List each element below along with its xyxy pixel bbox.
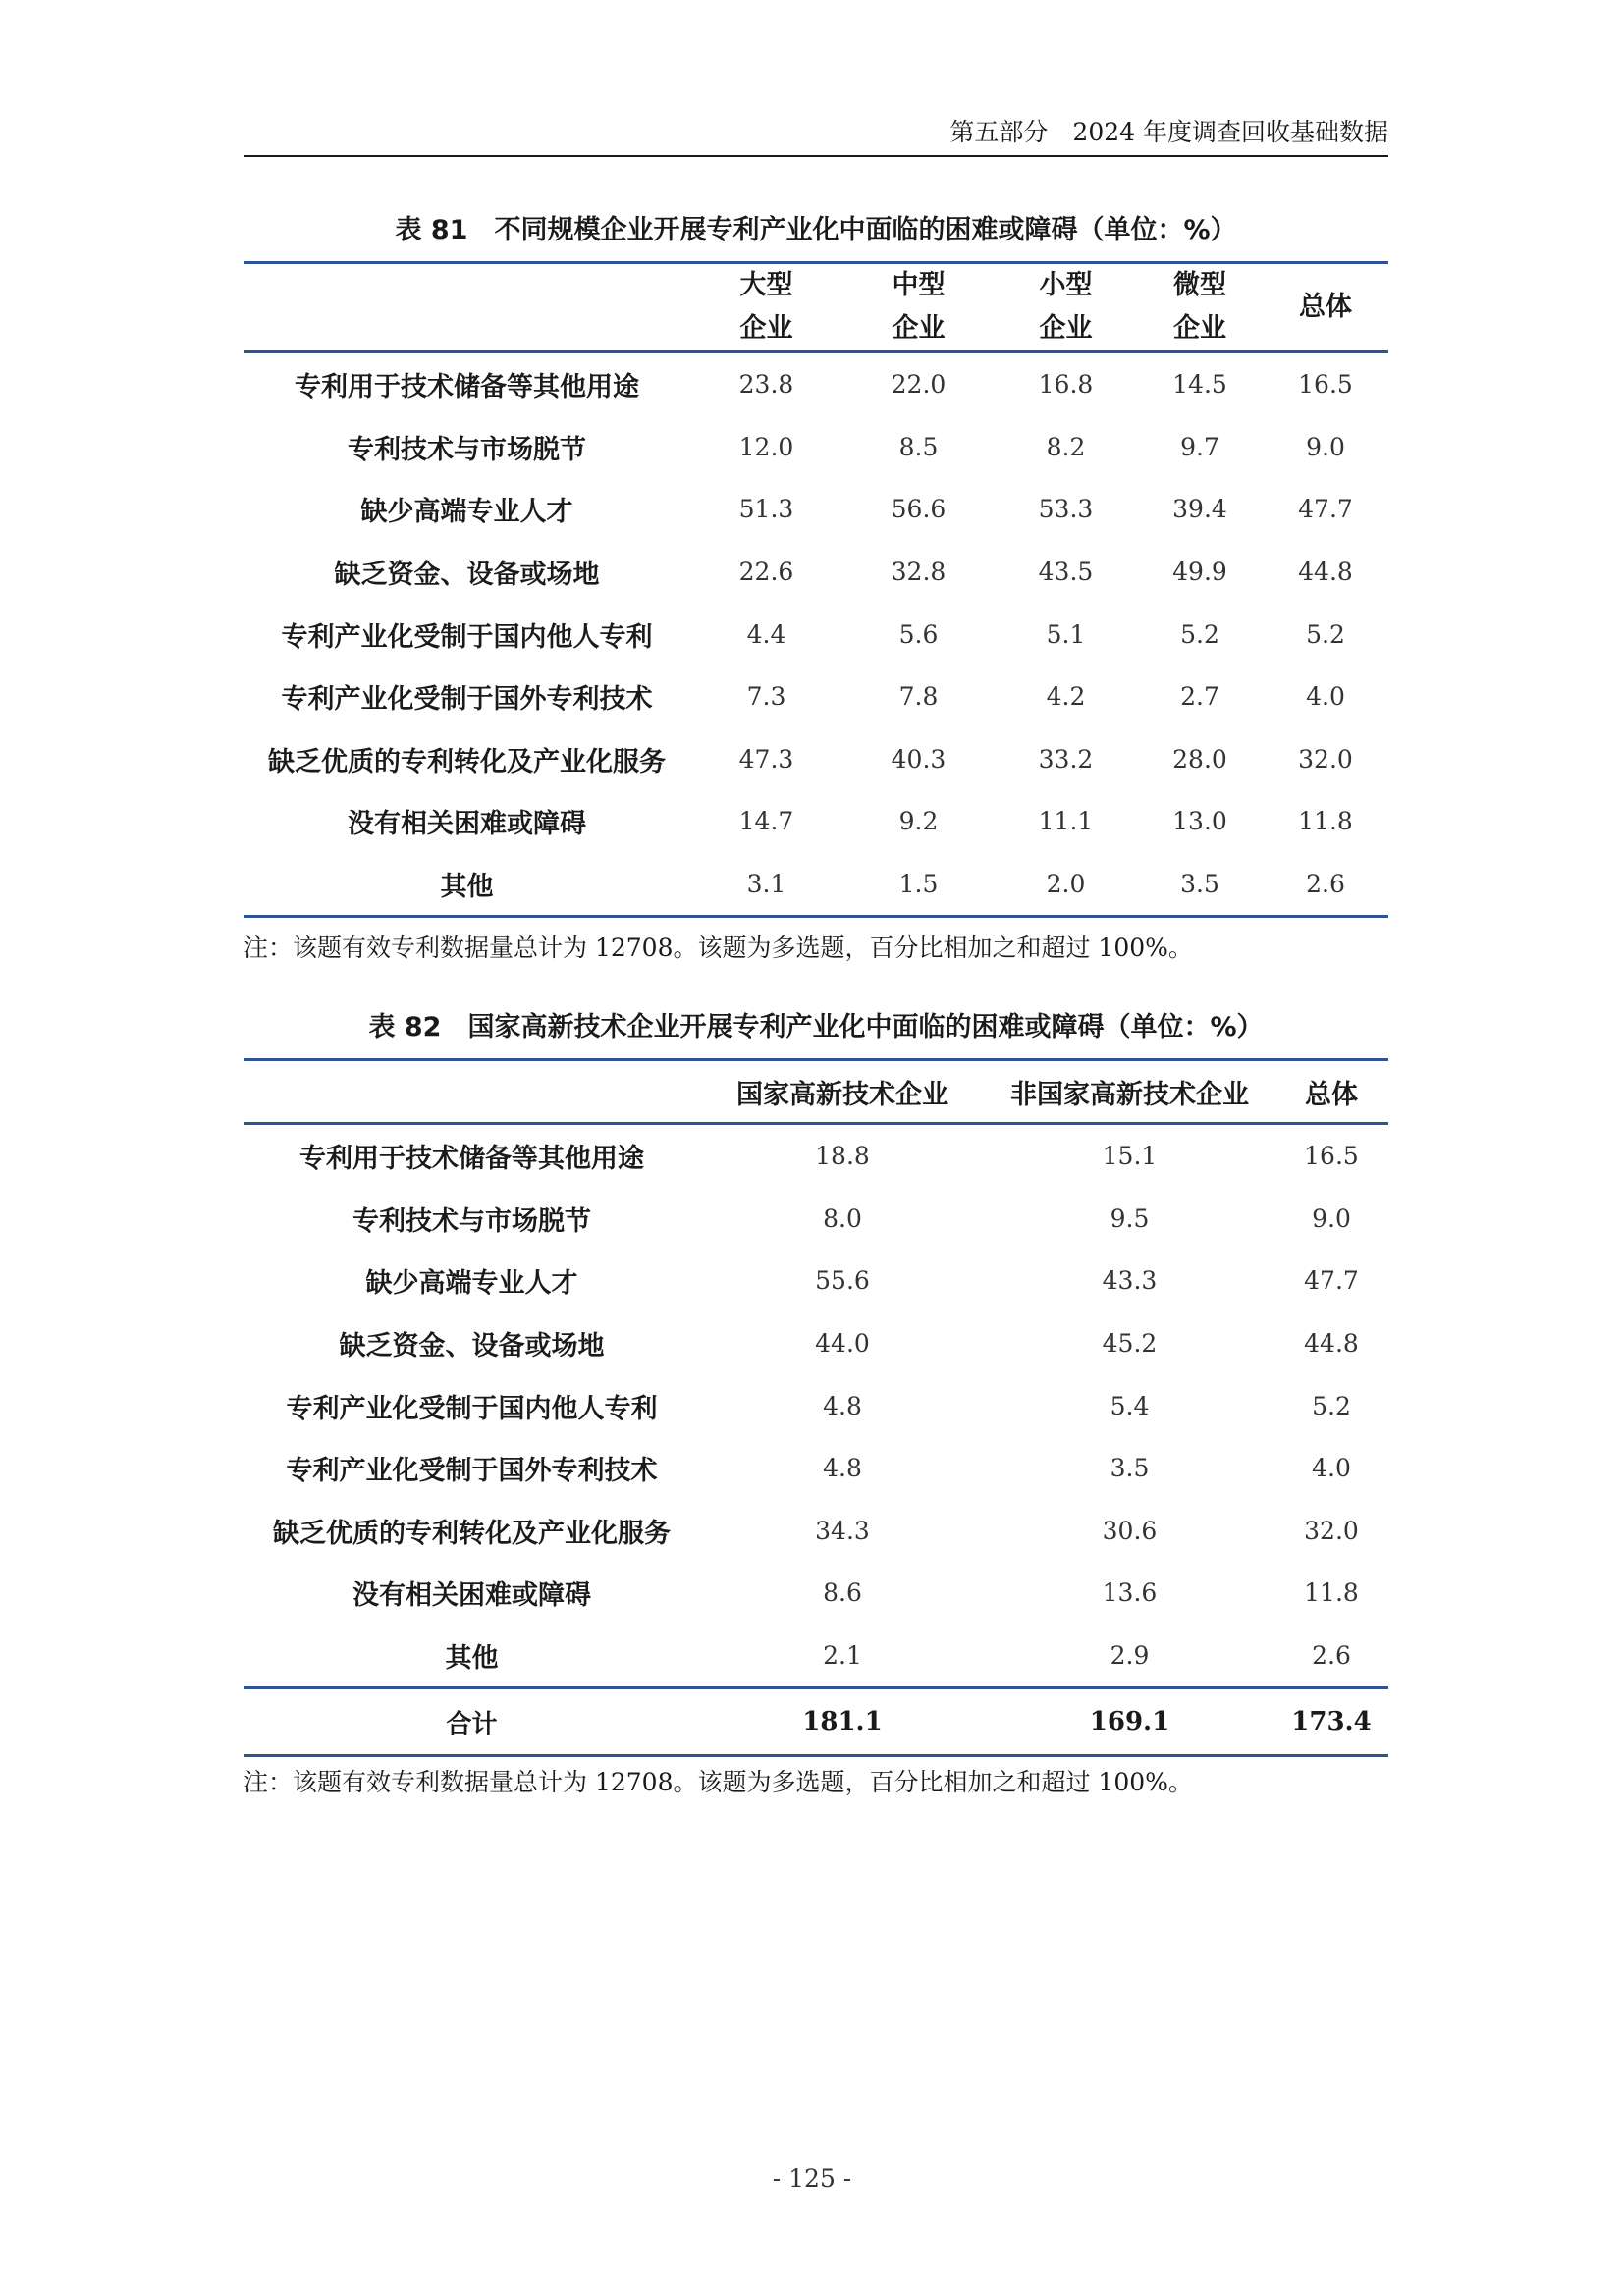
row-label: 没有相关困难或障碍	[352, 1580, 591, 1612]
row-label: 缺少高端专业人才	[365, 1268, 578, 1300]
table-cell: 12.0	[738, 432, 794, 461]
table-row	[244, 478, 1388, 541]
table-cell: 43.5	[1038, 558, 1094, 587]
table-cell: 39.4	[1172, 495, 1227, 524]
table-81-header-row	[244, 263, 1388, 352]
table-cell: 14.7	[738, 807, 794, 836]
table-cell: 40.3	[891, 744, 947, 774]
table-cell: 2.0	[1046, 870, 1086, 899]
row-label: 缺少高端专业人才	[360, 497, 573, 528]
table-cell: 32.0	[1298, 744, 1353, 774]
row-label: 缺乏资金、设备或场地	[334, 560, 600, 591]
table-cell: 4.0	[1306, 682, 1345, 712]
table-82-col-non-hightech: 非国家高新技术企业	[1010, 1079, 1249, 1110]
table-row	[244, 1562, 1388, 1625]
table-cell: 51.3	[738, 495, 794, 524]
table-cell: 5.2	[1306, 619, 1345, 649]
table-cell: 7.8	[898, 682, 939, 712]
table-cell: 2.6	[1306, 870, 1345, 899]
table-cell: 4.0	[1312, 1454, 1351, 1483]
table-cell: 2.6	[1312, 1641, 1351, 1671]
row-label: 专利产业化受制于国内他人专利	[286, 1393, 658, 1424]
table-cell: 11.8	[1298, 807, 1353, 836]
table-cell: 32.8	[891, 558, 947, 587]
table-cell: 5.4	[1110, 1391, 1150, 1420]
table-row	[244, 352, 1388, 416]
table-cell: 11.1	[1038, 807, 1094, 836]
row-label: 专利技术与市场脱节	[352, 1205, 591, 1237]
row-label: 没有相关困难或障碍	[348, 809, 586, 840]
total-label: 合计	[446, 1709, 498, 1739]
table-row	[244, 1312, 1388, 1375]
table-cell: 9.0	[1306, 432, 1345, 461]
table-row	[244, 853, 1388, 917]
table-cell: 22.6	[738, 558, 794, 587]
table-82-col-hightech: 国家高新技术企业	[736, 1079, 948, 1110]
table-cell: 8.0	[823, 1203, 862, 1233]
table-82-note: 注：该题有效专利数据量总计为 12708。该题为多选题，百分比相加之和超过 100%。	[244, 1768, 1193, 1796]
total-cell: 173.4	[1291, 1707, 1372, 1737]
table-cell: 2.9	[1110, 1641, 1150, 1671]
table-81-title: 表 81 不同规模企业开展专利产业化中面临的困难或障碍（单位：%）	[395, 215, 1237, 245]
table-cell: 9.5	[1110, 1203, 1150, 1233]
table-82-header-row	[244, 1060, 1388, 1124]
table-cell: 5.6	[898, 619, 939, 649]
row-label: 其他	[445, 1643, 499, 1675]
table-cell: 44.0	[815, 1329, 870, 1359]
table-row	[244, 1124, 1388, 1188]
table-cell: 9.2	[898, 807, 939, 836]
row-label: 专利产业化受制于国外专利技术	[281, 684, 653, 716]
table-82	[244, 1058, 1388, 1757]
table-cell: 33.2	[1038, 744, 1094, 774]
table-cell: 23.8	[738, 370, 794, 400]
table-82-total-row	[244, 1688, 1388, 1756]
table-cell: 3.1	[746, 870, 786, 899]
row-label: 专利用于技术储备等其他用途	[299, 1144, 644, 1175]
table-cell: 2.7	[1180, 682, 1219, 712]
table-cell: 47.7	[1304, 1266, 1359, 1296]
page-number: - 125 -	[772, 2164, 852, 2193]
table-row	[244, 728, 1388, 791]
row-label: 缺乏优质的专利转化及产业化服务	[273, 1518, 671, 1549]
table-row	[244, 416, 1388, 479]
running-header: 第五部分 2024 年度调查回收基础数据	[244, 114, 1388, 157]
table-cell: 44.8	[1298, 558, 1353, 587]
table-row	[244, 1374, 1388, 1437]
total-cell: 181.1	[802, 1707, 883, 1737]
table-cell: 30.6	[1102, 1516, 1158, 1545]
table-cell: 5.2	[1312, 1391, 1351, 1420]
table-81-col-small: 小型 企业	[1039, 270, 1093, 344]
table-cell: 1.5	[898, 870, 939, 899]
table-cell: 16.8	[1038, 370, 1094, 400]
table-cell: 4.8	[823, 1454, 862, 1483]
table-cell: 22.0	[891, 370, 947, 400]
table-cell: 49.9	[1172, 558, 1227, 587]
table-cell: 3.5	[1180, 870, 1219, 899]
table-cell: 4.4	[746, 619, 786, 649]
table-cell: 32.0	[1304, 1516, 1359, 1545]
table-cell: 53.3	[1038, 495, 1094, 524]
table-81-col-large: 大型 企业	[739, 270, 793, 344]
table-cell: 55.6	[815, 1266, 870, 1296]
table-cell: 47.7	[1298, 495, 1353, 524]
table-cell: 16.5	[1304, 1142, 1359, 1171]
table-81-col-medium: 中型 企业	[892, 270, 946, 344]
table-cell: 5.1	[1046, 619, 1086, 649]
table-row	[244, 603, 1388, 666]
table-cell: 8.6	[823, 1578, 862, 1608]
table-cell: 16.5	[1298, 370, 1353, 400]
table-row	[244, 1500, 1388, 1563]
table-cell: 18.8	[815, 1142, 870, 1171]
row-label: 专利用于技术储备等其他用途	[295, 372, 639, 403]
table-cell: 13.0	[1172, 807, 1227, 836]
row-label: 专利产业化受制于国内他人专利	[281, 621, 653, 653]
table-cell: 28.0	[1172, 744, 1227, 774]
table-cell: 3.5	[1110, 1454, 1150, 1483]
table-row	[244, 541, 1388, 604]
table-81-col-micro: 微型 企业	[1173, 270, 1226, 344]
table-cell: 4.2	[1046, 682, 1086, 712]
table-row	[244, 1250, 1388, 1312]
table-cell: 8.5	[898, 432, 939, 461]
table-row	[244, 666, 1388, 728]
table-cell: 8.2	[1046, 432, 1086, 461]
table-cell: 47.3	[738, 744, 794, 774]
table-row	[244, 790, 1388, 853]
table-cell: 56.6	[891, 495, 947, 524]
table-cell: 4.8	[823, 1391, 862, 1420]
table-81-col-overall: 总体	[1299, 292, 1352, 322]
table-82-header-blank	[244, 1060, 700, 1124]
table-cell: 9.7	[1180, 432, 1219, 461]
table-cell: 43.3	[1102, 1266, 1158, 1296]
table-81-note: 注：该题有效专利数据量总计为 12708。该题为多选题，百分比相加之和超过 100%。	[244, 934, 1193, 962]
row-label: 其他	[440, 872, 494, 903]
row-label: 专利产业化受制于国外专利技术	[286, 1456, 658, 1487]
table-82-col-overall: 总体	[1305, 1079, 1358, 1110]
table-row	[244, 1437, 1388, 1500]
row-label: 缺乏优质的专利转化及产业化服务	[268, 746, 666, 777]
table-cell: 9.0	[1312, 1203, 1351, 1233]
table-cell: 15.1	[1102, 1142, 1158, 1171]
table-cell: 14.5	[1172, 370, 1227, 400]
row-label: 专利技术与市场脱节	[348, 434, 586, 465]
table-cell: 2.1	[823, 1641, 862, 1671]
table-cell: 45.2	[1102, 1329, 1158, 1359]
table-cell: 44.8	[1304, 1329, 1359, 1359]
table-cell: 11.8	[1304, 1578, 1359, 1608]
table-81	[244, 261, 1388, 918]
table-row	[244, 1625, 1388, 1688]
table-82-title: 表 82 国家高新技术企业开展专利产业化中面临的困难或障碍（单位：%）	[368, 1012, 1264, 1042]
row-label: 缺乏资金、设备或场地	[339, 1331, 605, 1362]
table-81-header-blank	[244, 263, 690, 352]
table-cell: 7.3	[746, 682, 786, 712]
total-cell: 169.1	[1089, 1707, 1170, 1737]
table-cell: 5.2	[1180, 619, 1219, 649]
table-row	[244, 1188, 1388, 1251]
table-cell: 13.6	[1102, 1578, 1158, 1608]
table-cell: 34.3	[815, 1516, 870, 1545]
